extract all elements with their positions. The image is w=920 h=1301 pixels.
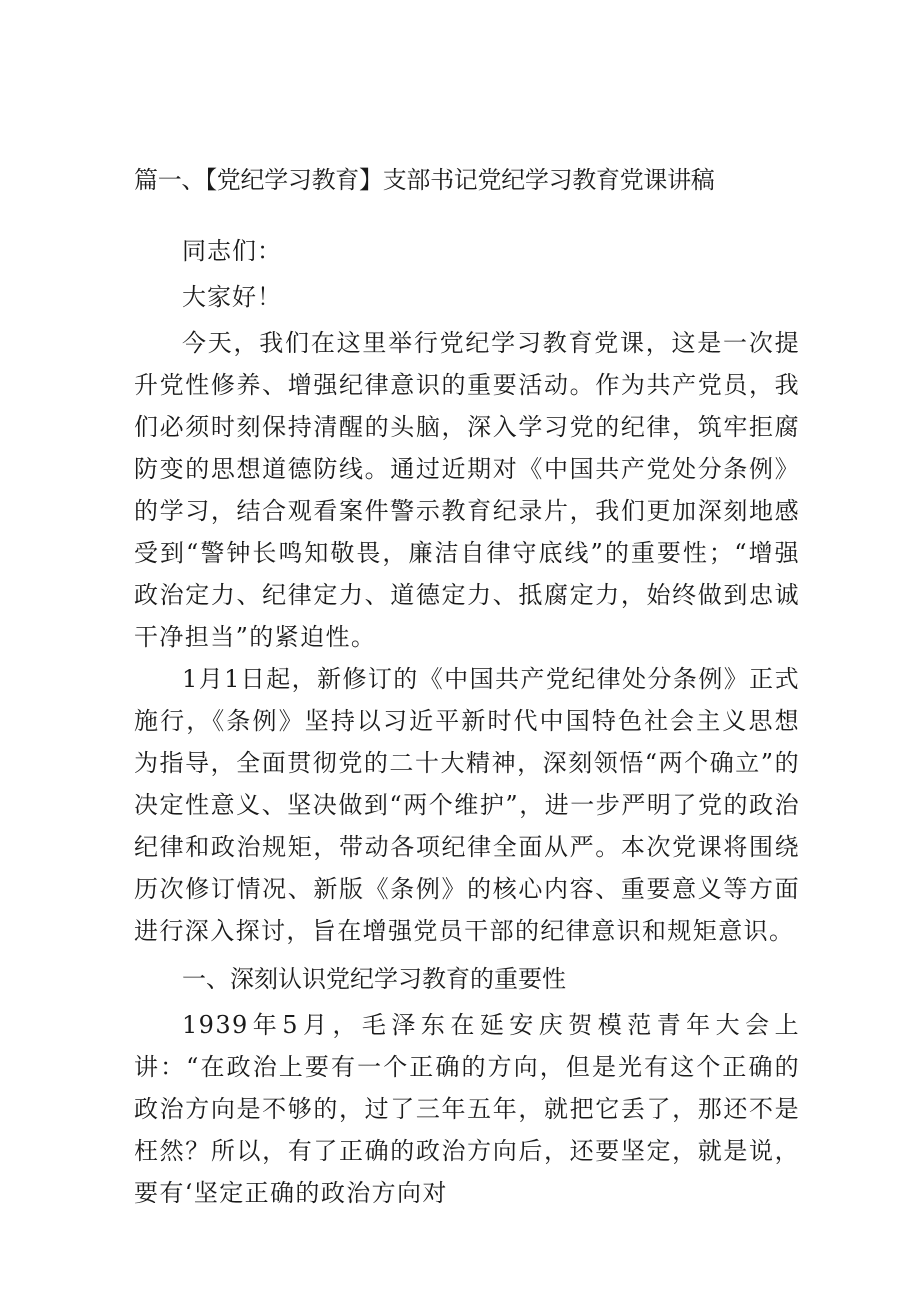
greeting: 大家好！ [182, 283, 282, 311]
salutation: 同志们： [182, 237, 282, 265]
section-heading: 一、深刻认识党纪学习教育的重要性 [182, 965, 566, 993]
paragraph-section-one: 1939年5月，毛泽东在延安庆贺模范青年大会上讲：“在政治上要有一个正确的方向，但是光有这个正确的政治方向是不够的，过了三年五年，就把它丢了，那还不是枉然？所以，有了正确的政治方向后，还要坚定，就是说，要有‘坚定正确的政治方向对 [134, 1011, 800, 1207]
document-title: 篇一、【党纪学习教育】支部书记党纪学习教育党课讲稿 [134, 166, 715, 194]
paragraph-intro: 今天，我们在这里举行党纪学习教育党课，这是一次提升党性修养、增强纪律意识的重要活动。作为共产党员，我们必须时刻保持清醒的头脑，深入学习党的纪律，筑牢拒腐防变的思想道德防线。通过近期对《中国共产党处分条例》的学习，结合观看案件警示教育纪录片，我们更加深刻地感受到“警钟长鸣知敬畏，廉洁自律守底线”的重要性；“增强政治定力、纪律定力、道德定力、抵腐定力，始终做到忠诚干净担当”的紧迫性。 [134, 329, 800, 651]
paragraph-regulation: 1月1日起，新修订的《中国共产党纪律处分条例》正式施行，《条例》坚持以习近平新时代中国特色社会主义思想为指导，全面贯彻党的二十大精神，深刻领悟“两个确立”的决定性意义、坚决做到“两个维护”，进一步严明了党的政治纪律和政治规矩，带动各项纪律全面从严。本次党课将围绕历次修订情况、新版《条例》的核心内容、重要意义等方面进行深入探讨，旨在增强党员干部的纪律意识和规矩意识。 [134, 665, 800, 945]
document-body [134, 230, 800, 1214]
